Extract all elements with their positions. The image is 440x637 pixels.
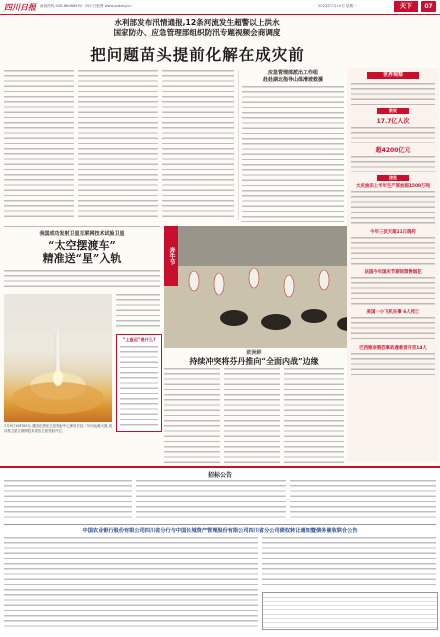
right-story-headline-line-2: 赴赴湖北指导山体滑坡救援 xyxy=(262,76,323,83)
sidebar-item-body xyxy=(351,277,435,307)
sidebar-item-title: 美国一小飞机失事 6人死亡 xyxy=(366,310,420,315)
lead-kicker-line-1: 水利部发布汛情通报,12条河流发生超警以上洪水 xyxy=(114,18,280,27)
launch-headline xyxy=(4,239,160,265)
explainer-box xyxy=(116,334,162,432)
bull-body-col-1 xyxy=(164,368,220,464)
sidebar-item-body xyxy=(351,127,435,143)
sidebar-item-body xyxy=(351,353,435,377)
rocket-body xyxy=(56,334,60,374)
bull-body-col-3 xyxy=(284,368,344,464)
rule xyxy=(4,524,436,525)
right-story-headline-line-1: 应急管理部派出工作组 xyxy=(267,70,318,76)
lead-kicker xyxy=(72,18,322,38)
hotline-info: 新闻热线:028-86968592 · 四川日报网 www.scdaily.cn xyxy=(40,4,132,8)
launch-kicker: 我国成功发射卫星互联网技术试验卫星 xyxy=(39,231,125,237)
sidebar-intro xyxy=(351,83,435,105)
right-story-body xyxy=(242,86,344,222)
sidebar-item-title: 超4200亿元 xyxy=(375,147,411,154)
launch-headline-line-1: “太空摆渡车” xyxy=(48,239,116,252)
sidebar-item-title: 今年三伏天超11日鸽药 xyxy=(370,230,416,235)
sidebar-item-body xyxy=(351,317,435,343)
launch-intro xyxy=(4,270,160,290)
lead-headline: 把问题苗头提前化解在成灾前 xyxy=(90,45,305,64)
sidebar-item-body xyxy=(351,191,435,227)
rule xyxy=(4,226,160,227)
sidebar-item-title: 17.7亿人次 xyxy=(376,118,410,125)
launch-body-col-2 xyxy=(116,294,160,330)
sidebar-item-body xyxy=(351,156,435,172)
page-number: 07 xyxy=(421,1,436,12)
section-label: 天下 xyxy=(394,1,418,12)
notice-body-right xyxy=(262,537,436,589)
column-divider xyxy=(238,70,239,220)
tender-col-1 xyxy=(4,480,132,520)
bull-kicker: 欧洲鲜 xyxy=(246,350,262,356)
bull-headline: 持续冲突将芬丹推向“全面内战”边缘 xyxy=(189,356,319,366)
lead-body-col-3 xyxy=(162,70,234,220)
rocket-launch-photo xyxy=(4,294,112,422)
tender-col-3 xyxy=(290,480,436,520)
sidebar-item-title: 大庆油田上半年生产原油超1500万吨 xyxy=(356,184,430,189)
launch-photo-caption: 7月9日19时00分,我国在酒泉卫星发射中心使用长征二号丙运载火箭,成功将卫星互联网技术试验卫星发射升空。 xyxy=(4,424,112,433)
tender-section-title: 招标公告 xyxy=(207,472,232,479)
sidebar-header: 世界观察 xyxy=(367,72,419,79)
world-observation-sidebar xyxy=(347,68,439,462)
tender-col-2 xyxy=(136,480,286,520)
sidebar-item-body xyxy=(351,237,435,267)
bull-side-label: 奔牛节 xyxy=(164,226,178,286)
rocket-nose xyxy=(56,327,60,334)
sidebar-label-sulan: 速览 xyxy=(377,175,409,181)
lead-body-col-2 xyxy=(78,70,158,220)
launch-smoke xyxy=(12,382,104,414)
right-story-headline xyxy=(242,70,344,83)
engine-flame xyxy=(53,370,63,386)
lead-kicker-line-2: 国家防办、应急管理部组织防汛专题视频会商调度 xyxy=(113,28,281,37)
issue-date: 2023年7月10日 星期一 xyxy=(318,4,357,8)
lead-body-col-1 xyxy=(4,70,74,220)
launch-headline-line-2: 精准送“星”入轨 xyxy=(42,252,122,265)
explainer-title: “上直运”是什么? xyxy=(122,337,156,342)
sidebar-item-title: 巴西维奈假恐事故遇难者升至14人 xyxy=(359,346,427,351)
debt-transfer-notice-headline: 中国农业银行股份有限公司四川省分行与中国长城资产管理股份有限公司四川省分公司债权转让通知暨债务催收联合公告 xyxy=(82,528,358,534)
notice-body xyxy=(4,537,258,629)
explainer-body xyxy=(120,346,158,426)
newspaper-logo: 四川日报 xyxy=(4,2,36,12)
bull-body-col-2 xyxy=(224,368,280,464)
sidebar-item-title: 法国今年国庆节期间禁售烟花 xyxy=(364,270,422,275)
debt-table xyxy=(262,592,438,630)
sidebar-label-shuoshuo: 数说 xyxy=(377,108,409,114)
